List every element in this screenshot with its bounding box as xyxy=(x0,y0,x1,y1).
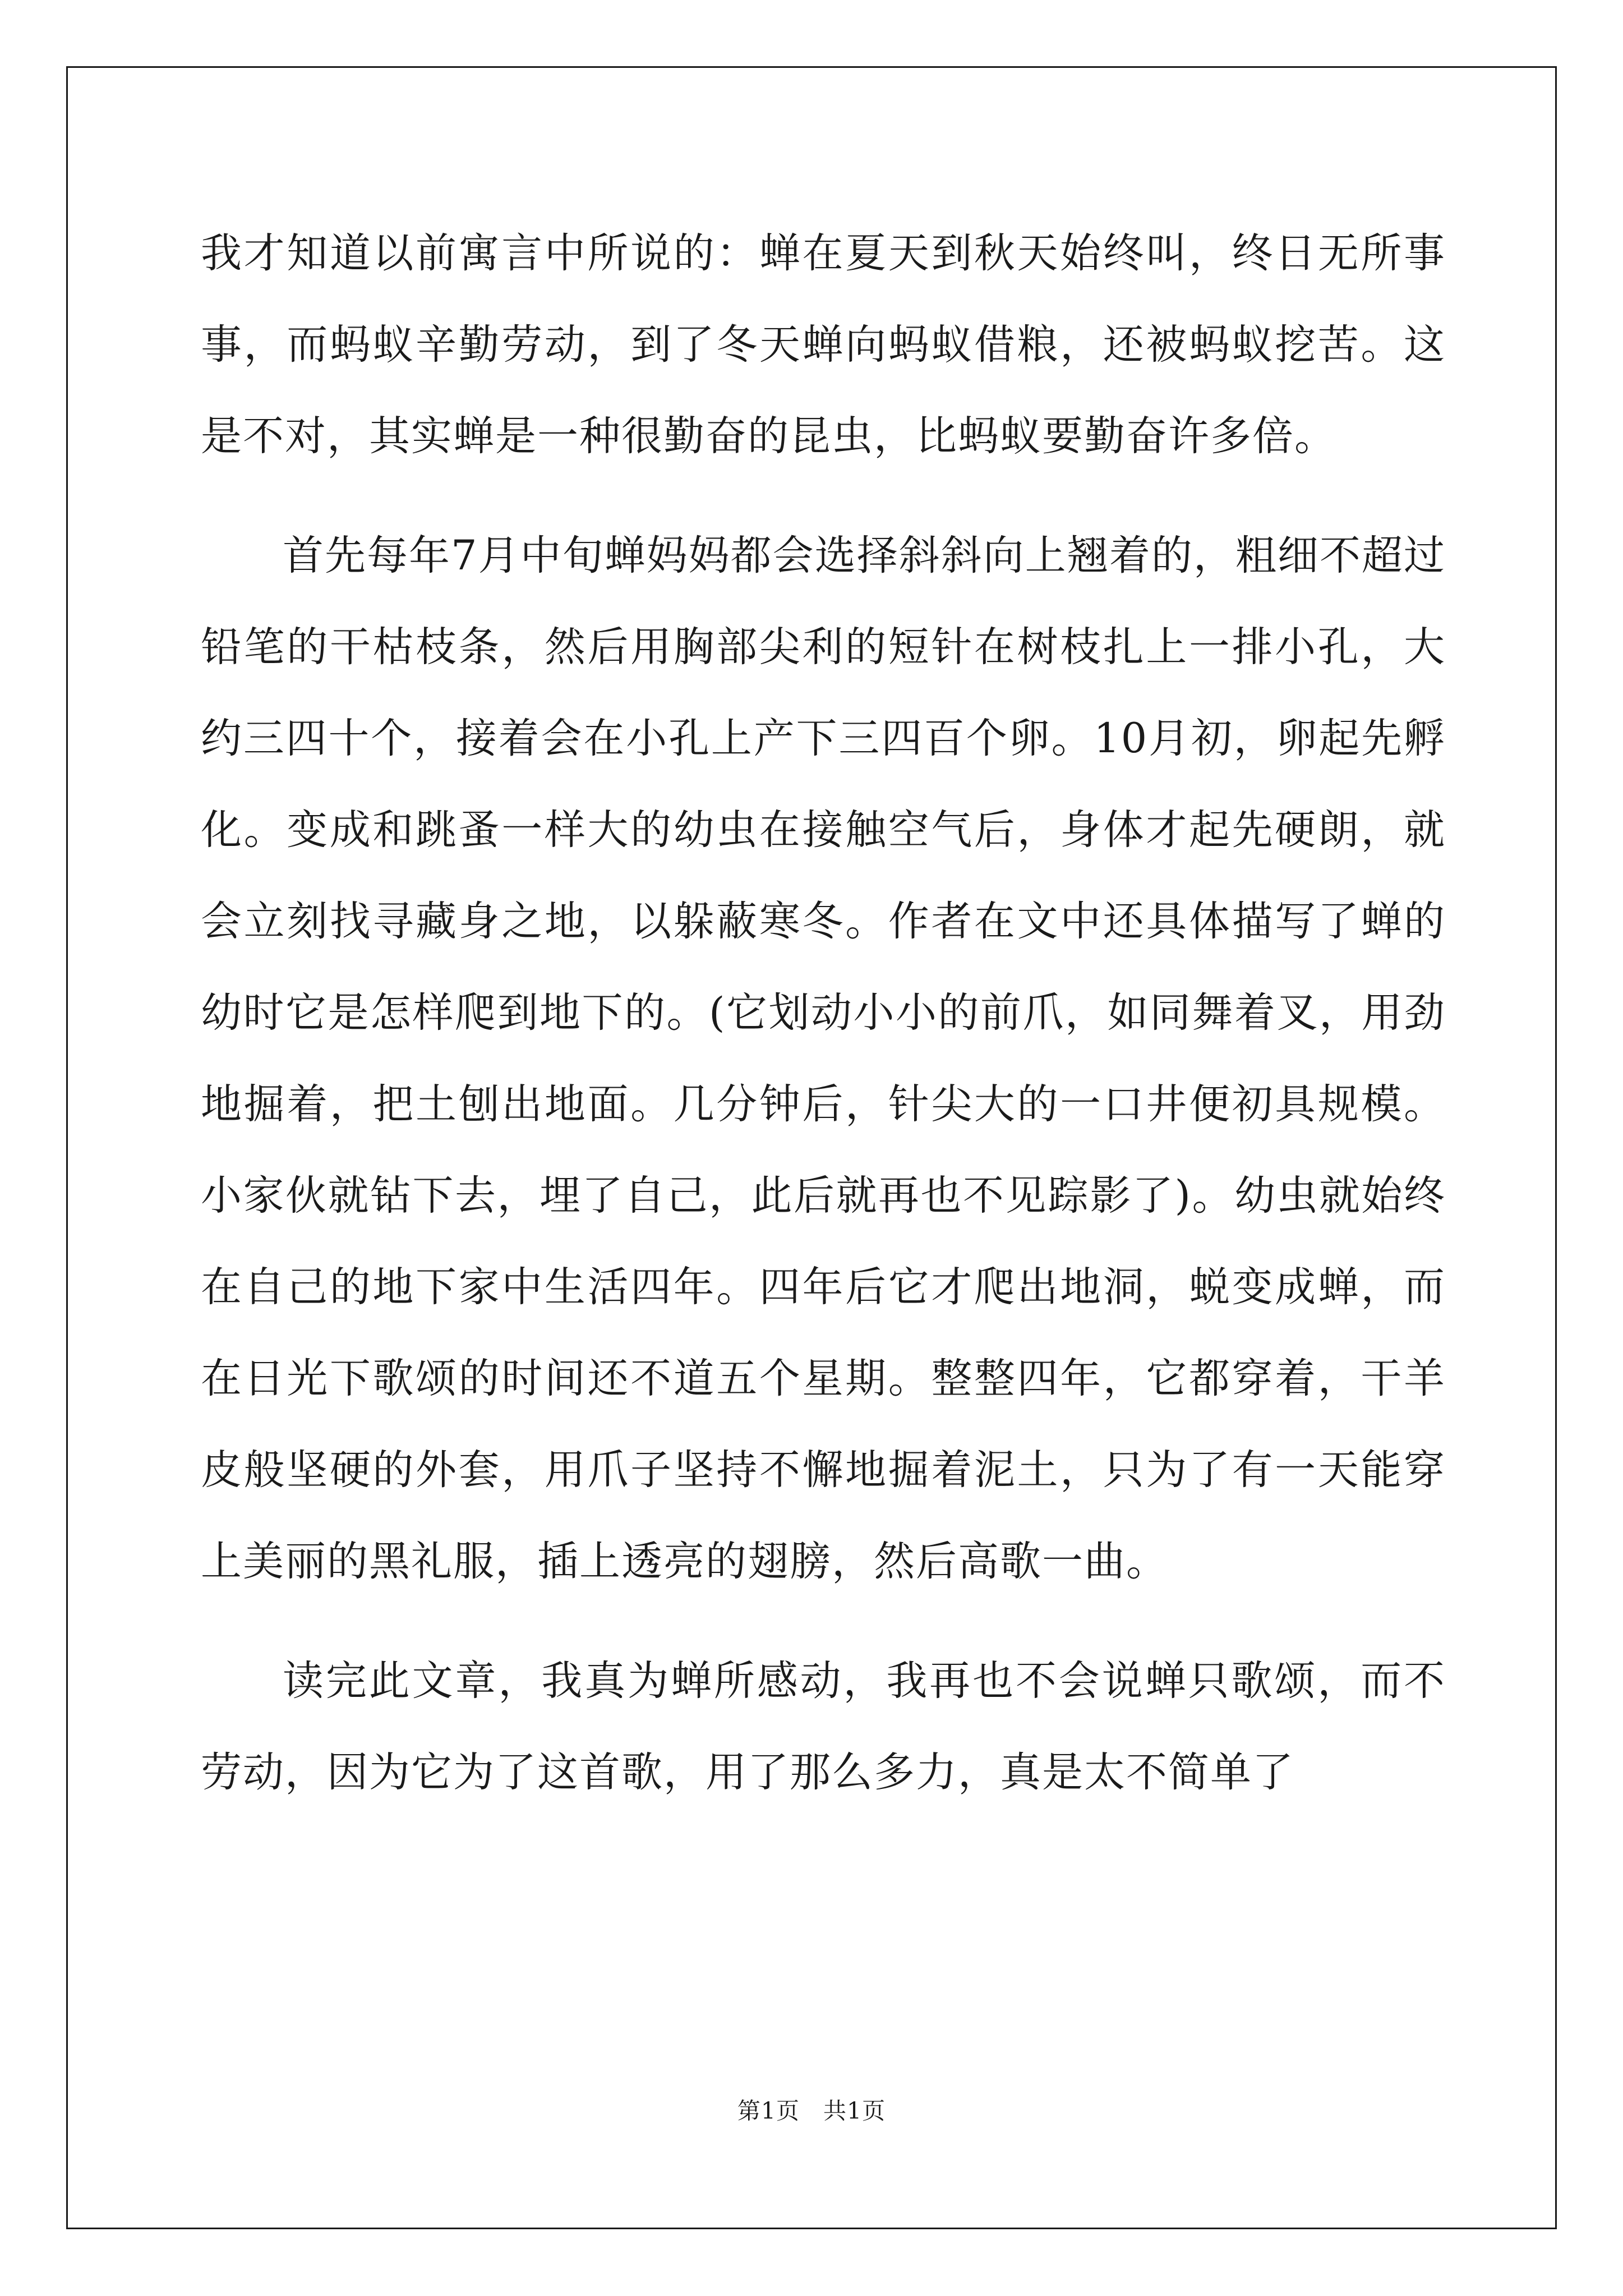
page-number: 第1页 xyxy=(737,2097,800,2124)
paragraph-3: 读完此文章，我真为蝉所感动，我再也不会说蝉只歌颂，而不劳动，因为它为了这首歌，用了那么多力，真是太不简单了 xyxy=(201,1657,1446,1796)
paragraph-gap xyxy=(201,482,1446,510)
paragraph-2: 首先每年7月中旬蝉妈妈都会选择斜斜向上翘着的，粗细不超过铅笔的干枯枝条，然后用胸部尖利的短针在树枝扎上一排小孔，大约三四十个，接着会在小孔上产下三四百个卵。10月初，卵起先孵化。变成和跳蚤一样大的幼虫在接触空气后，身体才起先硬朗，就会立刻找寻藏身之地，以躲蔽寒冬。作者在文中还具体描写了蝉的幼时它是怎样爬到地下的。(它划动小小的前爪，如同舞着叉，用劲地掘着，把土刨出地面。几分钟后，针尖大的一口井便初具规模。小家伙就钻下去，埋了自己，此后就再也不见踪影了)。幼虫就始终在自己的地下家中生活四年。四年后它才爬出地洞，蜕变成蝉，而在日光下歌颂的时间还不道五个星期。整整四年，它都穿着，干羊皮般坚硬的外套，用爪子坚持不懈地掘着泥土，只为了有一天能穿上美丽的黑礼服，插上透亮的翅膀，然后高歌一曲。 xyxy=(201,532,1446,1585)
document-body xyxy=(201,208,1446,1818)
paragraph-1: 我才知道以前寓言中所说的：蝉在夏天到秋天始终叫，终日无所事事，而蚂蚁辛勤劳动，到了冬天蝉向蚂蚁借粮，还被蚂蚁挖苦。这是不对，其实蝉是一种很勤奋的昆虫，比蚂蚁要勤奋许多倍。 xyxy=(201,229,1446,460)
page-footer xyxy=(0,2092,1623,2125)
paragraph-gap xyxy=(201,1607,1446,1635)
page-total: 共1页 xyxy=(823,2097,886,2124)
